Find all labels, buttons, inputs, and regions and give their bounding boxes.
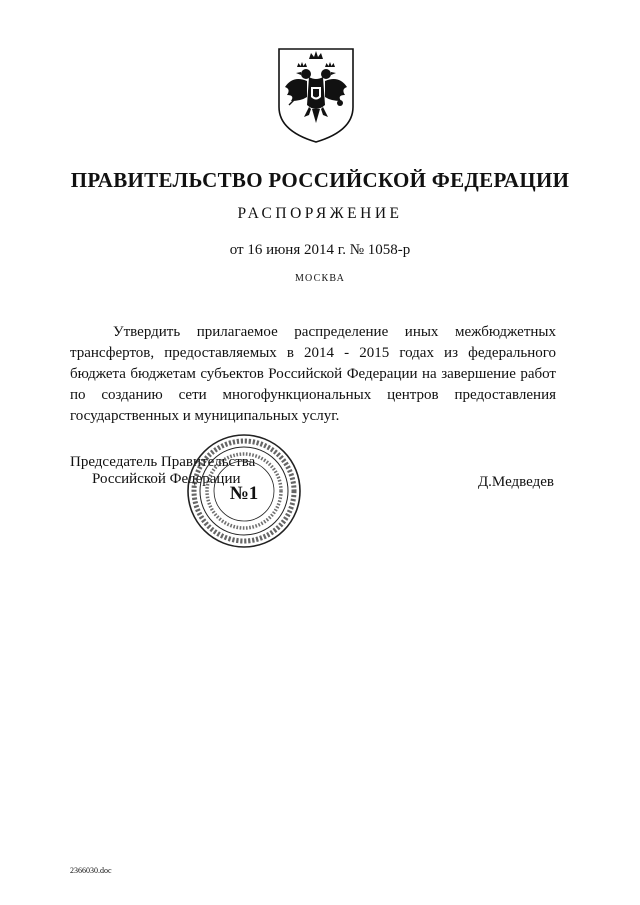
seal-number: №1 xyxy=(229,483,259,504)
document-type: РАСПОРЯЖЕНИЕ xyxy=(237,205,403,222)
order-text-line: бюджета бюджетам субъектов Российской Федерации на завершение работ xyxy=(70,366,556,382)
order-text-line: по созданию сети многофункциональных центров предоставления xyxy=(70,387,556,403)
signatory-position-line1: Председатель Правительства xyxy=(70,454,256,470)
coat-of-arms-icon xyxy=(273,45,359,145)
government-title: ПРАВИТЕЛЬСТВО РОССИЙСКОЙ ФЕДЕРАЦИИ xyxy=(70,168,570,192)
signatory-name: Д.Медведев xyxy=(477,474,554,490)
city: МОСКВА xyxy=(294,273,346,284)
order-text xyxy=(70,322,556,427)
order-text-line: государственных и муниципальных услуг. xyxy=(70,408,340,424)
order-text-line: Утвердить прилагаемое распределение иных межбюджетных xyxy=(113,324,556,340)
date-and-number: от 16 июня 2014 г. № 1058-р xyxy=(229,242,411,258)
document-reference: 2366030.doc xyxy=(70,866,112,875)
order-text-line: трансфертов, предоставляемых в 2014 - 2015 годах из федерального xyxy=(70,345,556,361)
signatory-position-line2: Российской Федерации xyxy=(92,471,241,487)
official-seal-icon xyxy=(185,432,303,550)
